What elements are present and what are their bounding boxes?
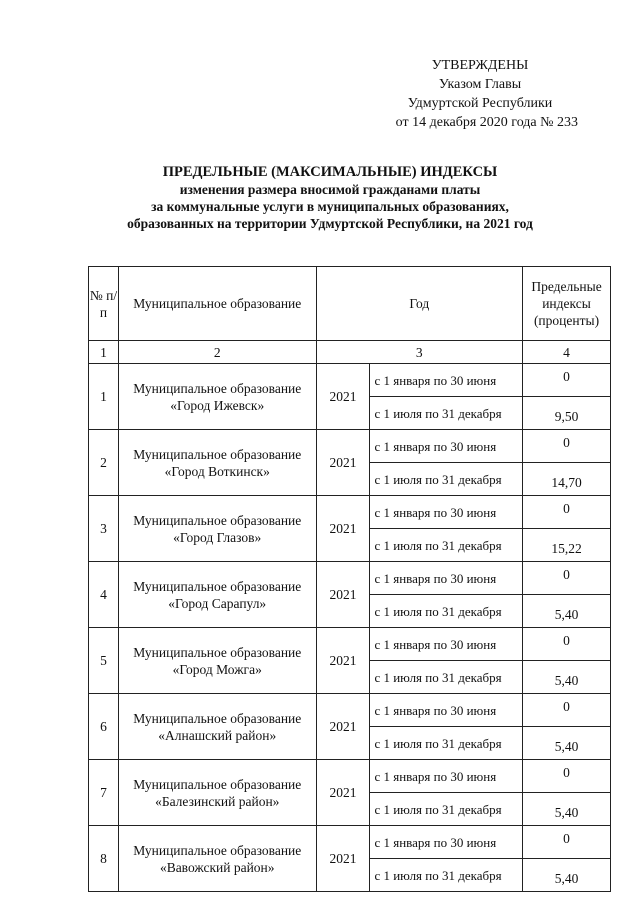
index-first-half: 0 bbox=[523, 430, 611, 463]
header-row bbox=[89, 267, 611, 341]
index-first-half: 0 bbox=[523, 826, 611, 859]
approval-republic: Удмуртской Республики bbox=[407, 96, 553, 111]
municipality-name: «Город Воткинск» bbox=[164, 463, 270, 479]
table-row bbox=[89, 364, 611, 397]
municipality-name: «Город Сарапул» bbox=[168, 595, 267, 611]
approval-title: УТВЕРЖДЕНЫ bbox=[431, 58, 529, 73]
period-second-half: с 1 июля по 31 декабря bbox=[370, 661, 523, 694]
approval-decree: Указом Главы bbox=[438, 77, 522, 92]
municipality-type: Муниципальное образование bbox=[133, 842, 302, 858]
index-second-half: 5,40 bbox=[523, 859, 611, 892]
period-first-half: с 1 января по 30 июня bbox=[370, 760, 523, 793]
year-cell: 2021 bbox=[316, 562, 370, 628]
municipality-cell bbox=[118, 760, 316, 826]
index-first-half: 0 bbox=[523, 364, 611, 397]
period-first-half: с 1 января по 30 июня bbox=[370, 430, 523, 463]
municipality-name: «Алнашский район» bbox=[158, 727, 277, 743]
index-second-half: 14,70 bbox=[523, 463, 611, 496]
row-number: 7 bbox=[89, 760, 119, 826]
index-second-half: 5,40 bbox=[523, 793, 611, 826]
period-first-half: с 1 января по 30 июня bbox=[370, 496, 523, 529]
row-number: 5 bbox=[89, 628, 119, 694]
title-main: ПРЕДЕЛЬНЫЕ (МАКСИМАЛЬНЫЕ) ИНДЕКСЫ bbox=[162, 164, 498, 180]
municipality-cell bbox=[118, 826, 316, 892]
period-first-half: с 1 января по 30 июня bbox=[370, 826, 523, 859]
period-second-half: с 1 июля по 31 декабря bbox=[370, 595, 523, 628]
row-number: 8 bbox=[89, 826, 119, 892]
municipality-cell bbox=[118, 628, 316, 694]
header-num: № п/п bbox=[89, 267, 119, 341]
year-cell: 2021 bbox=[316, 826, 370, 892]
table-row bbox=[89, 430, 611, 463]
header-index: Предельные индексы (проценты) bbox=[523, 267, 611, 341]
column-numbers-row bbox=[89, 341, 611, 364]
municipality-cell bbox=[118, 496, 316, 562]
period-first-half: с 1 января по 30 июня bbox=[370, 364, 523, 397]
col-number-4: 4 bbox=[523, 341, 611, 364]
index-second-half: 5,40 bbox=[523, 595, 611, 628]
municipality-type: Муниципальное образование bbox=[133, 644, 302, 660]
municipality-type: Муниципальное образование bbox=[133, 710, 302, 726]
row-number: 2 bbox=[89, 430, 119, 496]
municipality-name: «Город Ижевск» bbox=[170, 397, 265, 413]
indices-table bbox=[88, 266, 611, 892]
index-first-half: 0 bbox=[523, 760, 611, 793]
year-cell: 2021 bbox=[316, 496, 370, 562]
municipality-type: Муниципальное образование bbox=[133, 512, 302, 528]
approval-block bbox=[360, 56, 600, 132]
year-cell: 2021 bbox=[316, 694, 370, 760]
period-second-half: с 1 июля по 31 декабря bbox=[370, 793, 523, 826]
header-mo: Муниципальное образование bbox=[118, 267, 316, 341]
year-cell: 2021 bbox=[316, 364, 370, 430]
period-first-half: с 1 января по 30 июня bbox=[370, 562, 523, 595]
municipality-name: «Вавожский район» bbox=[159, 859, 275, 875]
row-number: 3 bbox=[89, 496, 119, 562]
header-year: Год bbox=[316, 267, 522, 341]
title-line-3: за коммунальные услуги в муниципальных образованиях, bbox=[151, 199, 509, 214]
table-row bbox=[89, 760, 611, 793]
col-number-1: 1 bbox=[89, 341, 119, 364]
municipality-cell bbox=[118, 562, 316, 628]
table-row bbox=[89, 628, 611, 661]
index-second-half: 9,50 bbox=[523, 397, 611, 430]
municipality-cell bbox=[118, 694, 316, 760]
municipality-type: Муниципальное образование bbox=[133, 776, 302, 792]
index-second-half: 15,22 bbox=[523, 529, 611, 562]
row-number: 6 bbox=[89, 694, 119, 760]
year-cell: 2021 bbox=[316, 430, 370, 496]
municipality-type: Муниципальное образование bbox=[133, 380, 302, 396]
col-number-3: 3 bbox=[316, 341, 522, 364]
municipality-type: Муниципальное образование bbox=[133, 446, 302, 462]
municipality-cell bbox=[118, 364, 316, 430]
index-first-half: 0 bbox=[523, 496, 611, 529]
period-second-half: с 1 июля по 31 декабря bbox=[370, 727, 523, 760]
municipality-name: «Город Глазов» bbox=[173, 529, 262, 545]
table-row bbox=[89, 496, 611, 529]
period-first-half: с 1 января по 30 июня bbox=[370, 694, 523, 727]
municipality-cell bbox=[118, 430, 316, 496]
period-second-half: с 1 июля по 31 декабря bbox=[370, 463, 523, 496]
row-number: 1 bbox=[89, 364, 119, 430]
approval-date: от 14 декабря 2020 года № 233 bbox=[395, 115, 578, 130]
period-second-half: с 1 июля по 31 декабря bbox=[370, 529, 523, 562]
period-second-half: с 1 июля по 31 декабря bbox=[370, 397, 523, 430]
document-title bbox=[60, 164, 600, 232]
index-first-half: 0 bbox=[523, 628, 611, 661]
col-number-2: 2 bbox=[118, 341, 316, 364]
year-cell: 2021 bbox=[316, 760, 370, 826]
municipality-name: «Балезинский район» bbox=[155, 793, 280, 809]
municipality-name: «Город Можга» bbox=[172, 661, 262, 677]
table-row bbox=[89, 562, 611, 595]
title-line-2: изменения размера вносимой гражданами платы bbox=[179, 182, 481, 197]
index-first-half: 0 bbox=[523, 562, 611, 595]
index-second-half: 5,40 bbox=[523, 661, 611, 694]
municipality-type: Муниципальное образование bbox=[133, 578, 302, 594]
title-line-4: образованных на территории Удмуртской Республики, на 2021 год bbox=[127, 216, 533, 231]
index-first-half: 0 bbox=[523, 694, 611, 727]
year-cell: 2021 bbox=[316, 628, 370, 694]
row-number: 4 bbox=[89, 562, 119, 628]
period-first-half: с 1 января по 30 июня bbox=[370, 628, 523, 661]
table-row bbox=[89, 694, 611, 727]
index-second-half: 5,40 bbox=[523, 727, 611, 760]
period-second-half: с 1 июля по 31 декабря bbox=[370, 859, 523, 892]
table-row bbox=[89, 826, 611, 859]
